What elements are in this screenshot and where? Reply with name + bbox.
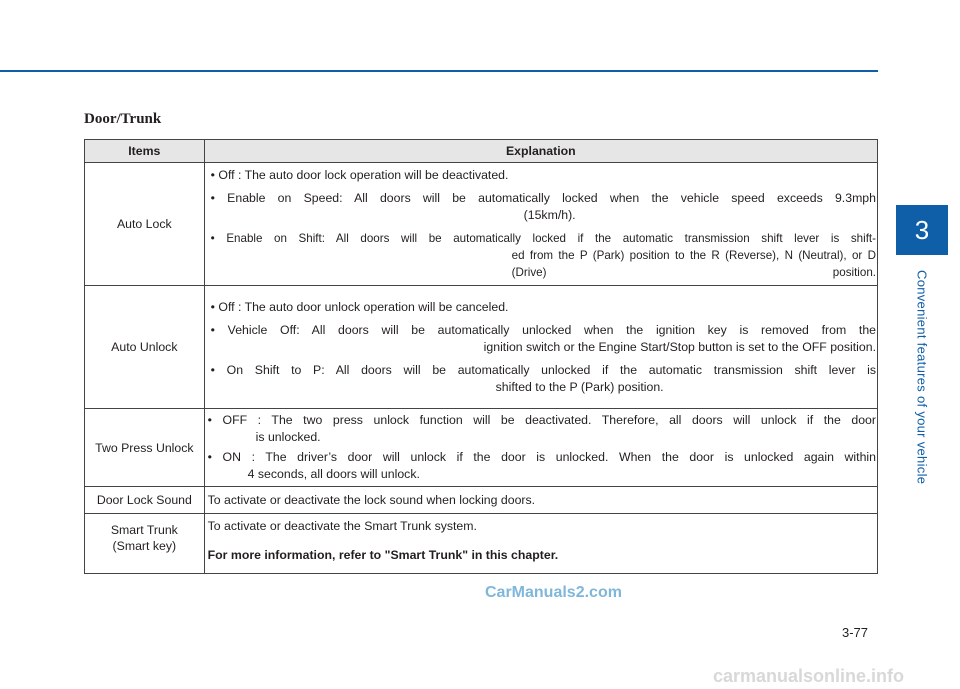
explanation-line: (15km/h). (523, 208, 576, 222)
explanation-line: • Enable on Shift: All doors will be automatically locked if the automatic transmission shift lever is shift- (210, 232, 876, 245)
watermark-footer: carmanualsonline.info (713, 666, 905, 686)
explanation-line: To activate or deactivate the Smart Trunk system. (207, 519, 477, 533)
explanation-line: To activate or deactivate the lock sound when locking doors. (207, 492, 536, 507)
explanation-line: • Off : The auto door lock operation will be deactivated. (210, 168, 509, 182)
table-row (85, 487, 878, 514)
chapter-number: 3 (914, 214, 930, 245)
explanation-cell (204, 409, 877, 487)
item-cell: Door Lock Sound (85, 487, 205, 514)
explanation-line: ed from the P (Park) position to the R (Reverse), N (Neutral), or D (Drive) position. (511, 249, 876, 279)
chapter-tab (896, 205, 948, 255)
table-header-row (85, 140, 878, 163)
explanation-cell (204, 286, 877, 409)
chapter-title: Convenient features of your vehicle (914, 270, 930, 485)
section-title: Door/Trunk (84, 111, 162, 127)
explanation-line: shifted to the P (Park) position. (495, 379, 664, 394)
table-row (85, 514, 878, 574)
explanation-line: is unlocked. (255, 430, 321, 444)
item-cell: Auto Lock (85, 163, 205, 286)
header-explanation: Explanation (204, 140, 877, 163)
header-items: Items (85, 140, 205, 163)
table-row (85, 286, 878, 409)
explanation-cell (204, 163, 877, 286)
explanation-cell (204, 514, 877, 574)
explanation-line: ignition switch or the Engine Start/Stop button is set to the OFF position. (483, 339, 876, 354)
top-rule (0, 70, 878, 72)
door-trunk-table (84, 139, 878, 574)
explanation-line: • ON : The driver’s door will unlock if the door is unlocked. When the door is unlocked again within (207, 450, 876, 464)
item-cell: Two Press Unlock (85, 409, 205, 487)
explanation-line: For more information, refer to "Smart Trunk" in this chapter. (207, 548, 559, 562)
item-line: (Smart key) (112, 539, 177, 553)
explanation-line: • Enable on Speed: All doors will be automatically locked when the vehicle speed exceeds 9.3mph (210, 191, 876, 205)
explanation-line: 4 seconds, all doors will unlock. (247, 467, 420, 481)
explanation-cell (204, 487, 877, 514)
item-cell: Auto Unlock (85, 286, 205, 409)
table-row (85, 409, 878, 487)
page-number: 3-77 (842, 625, 869, 640)
table-row (85, 163, 878, 286)
watermark-link[interactable]: CarManuals2.com (485, 584, 622, 601)
explanation-line: • OFF : The two press unlock function will be deactivated. Therefore, all doors will unlock if the door (207, 413, 876, 427)
explanation-line: • Off : The auto door unlock operation will be canceled. (210, 299, 509, 314)
explanation-line: • Vehicle Off: All doors will be automatically unlocked when the ignition key is removed from the (210, 322, 876, 337)
item-line: Smart Trunk (110, 523, 178, 537)
explanation-line: • On Shift to P: All doors will be automatically unlocked if the automatic transmission shift lever is (210, 362, 876, 377)
item-cell (85, 514, 205, 574)
